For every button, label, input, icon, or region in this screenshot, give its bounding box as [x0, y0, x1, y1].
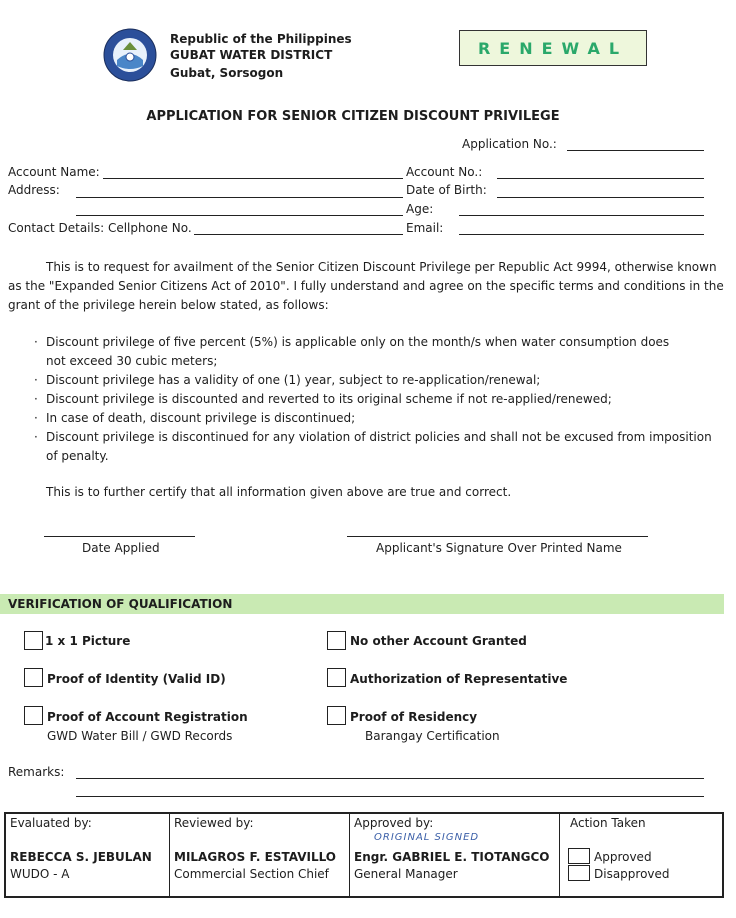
list-item: · In case of death, discount privilege is discontinued; [36, 409, 726, 428]
disapproved-option-label: Disapproved [594, 867, 670, 881]
certify-statement: This is to further certify that all information given above are true and correct. [46, 485, 512, 499]
approved-position: General Manager [354, 867, 458, 881]
age-field[interactable] [459, 215, 704, 216]
proof-residency-label: Proof of Residency [350, 710, 478, 724]
evaluated-cell [6, 814, 170, 896]
bullet-text: Discount privilege has a validity of one (1) year, subject to re-application/renewal; [46, 373, 541, 387]
renewal-badge: RENEWAL [459, 30, 647, 66]
authorization-label: Authorization of Representative [350, 672, 568, 686]
approved-name: Engr. GABRIEL E. TIOTANGCO [354, 850, 550, 864]
address-label: Address: [8, 183, 60, 197]
proof-residency-sub: Barangay Certification [365, 729, 500, 743]
list-item: · Discount privilege of five percent (5%) is applicable only on the month/s when water consumption does not exceed 30 cubic meters; [36, 333, 726, 371]
reviewed-label: Reviewed by: [174, 816, 254, 830]
date-applied-line[interactable] [44, 536, 195, 537]
account-no-label: Account No.: [406, 165, 483, 179]
remarks-field[interactable] [76, 778, 704, 779]
evaluated-name: REBECCA S. JEBULAN [10, 850, 152, 864]
application-no-field[interactable] [567, 150, 704, 151]
contact-label: Contact Details: Cellphone No. [8, 221, 192, 235]
evaluated-label: Evaluated by: [10, 816, 92, 830]
application-no-label: Application No.: [462, 137, 557, 151]
picture-checkbox[interactable] [24, 631, 43, 650]
applicant-signature-label: Applicant's Signature Over Printed Name [376, 541, 622, 555]
bullet-text: Discount privilege is discounted and reverted to its original scheme if not re-applied/renewed; [46, 392, 612, 406]
approval-table [4, 812, 724, 898]
proof-account-sub: GWD Water Bill / GWD Records [47, 729, 233, 743]
date-of-birth-field[interactable] [497, 197, 704, 198]
approved-option-label: Approved [594, 850, 652, 864]
address-field-line2[interactable] [76, 215, 403, 216]
verification-heading: VERIFICATION OF QUALIFICATION [0, 594, 724, 614]
bullet-text: In case of death, discount privilege is discontinued; [46, 411, 356, 425]
email-field[interactable] [459, 234, 704, 235]
header-district: GUBAT WATER DISTRICT [170, 48, 333, 62]
date-applied-label: Date Applied [82, 541, 160, 555]
address-field[interactable] [76, 197, 403, 198]
action-cell [560, 814, 722, 896]
evaluated-position: WUDO - A [10, 867, 70, 881]
applicant-signature-line[interactable] [347, 536, 648, 537]
picture-label: 1 x 1 Picture [45, 634, 131, 648]
original-signed-stamp: ORIGINAL SIGNED [374, 832, 480, 843]
reviewed-cell [170, 814, 350, 896]
list-item: · Discount privilege has a validity of one (1) year, subject to re-application/renewal; [36, 371, 726, 390]
approved-label: Approved by: [354, 816, 434, 830]
header-republic: Republic of the Philippines [170, 32, 352, 46]
bullet-text: Discount privilege of five percent (5%) is applicable only on the month/s when water consumption does not exceed 30 cubic meters; [46, 335, 670, 368]
no-other-account-checkbox[interactable] [327, 631, 346, 650]
authorization-checkbox[interactable] [327, 668, 346, 687]
list-item: · Discount privilege is discounted and reverted to its original scheme if not re-applied/renewed; [36, 390, 726, 409]
proof-residency-checkbox[interactable] [327, 706, 346, 725]
remarks-field-line2[interactable] [76, 796, 704, 797]
proof-account-checkbox[interactable] [24, 706, 43, 725]
account-name-label: Account Name: [8, 165, 100, 179]
reviewed-name: MILAGROS F. ESTAVILLO [174, 850, 337, 864]
form-title: APPLICATION FOR SENIOR CITIZEN DISCOUNT PRIVILEGE [146, 109, 560, 124]
proof-account-label: Proof of Account Registration [47, 710, 248, 724]
district-seal-logo [103, 28, 157, 82]
age-label: Age: [406, 202, 434, 216]
disapproved-checkbox[interactable] [568, 865, 590, 881]
approved-cell [350, 814, 560, 896]
proof-identity-label: Proof of Identity (Valid ID) [47, 672, 226, 686]
header-location: Gubat, Sorsogon [170, 66, 284, 80]
no-other-account-label: No other Account Granted [350, 634, 527, 648]
account-name-field[interactable] [103, 178, 403, 179]
proof-identity-checkbox[interactable] [24, 668, 43, 687]
intro-paragraph: This is to request for availment of the Senior Citizen Discount Privilege per Republic Act 9994, otherwise known as the "Expanded Senior Citizens Act of 2010". I fully understand and agree on the specific terms and conditions in the grant of the privilege herein below stated, as follows: [8, 260, 724, 312]
action-taken-label: Action Taken [570, 816, 646, 830]
date-of-birth-label: Date of Birth: [406, 183, 487, 197]
cellphone-field[interactable] [194, 234, 403, 235]
approved-checkbox[interactable] [568, 848, 590, 864]
list-item: · Discount privilege is discontinued for any violation of district policies and shall not be excused from imposition of penalty. [36, 428, 726, 466]
reviewed-position: Commercial Section Chief [174, 867, 329, 881]
remarks-label: Remarks: [8, 765, 65, 779]
bullet-text: Discount privilege is discontinued for any violation of district policies and shall not be excused from imposition of penalty. [46, 430, 712, 463]
account-no-field[interactable] [497, 178, 704, 179]
email-label: Email: [406, 221, 444, 235]
